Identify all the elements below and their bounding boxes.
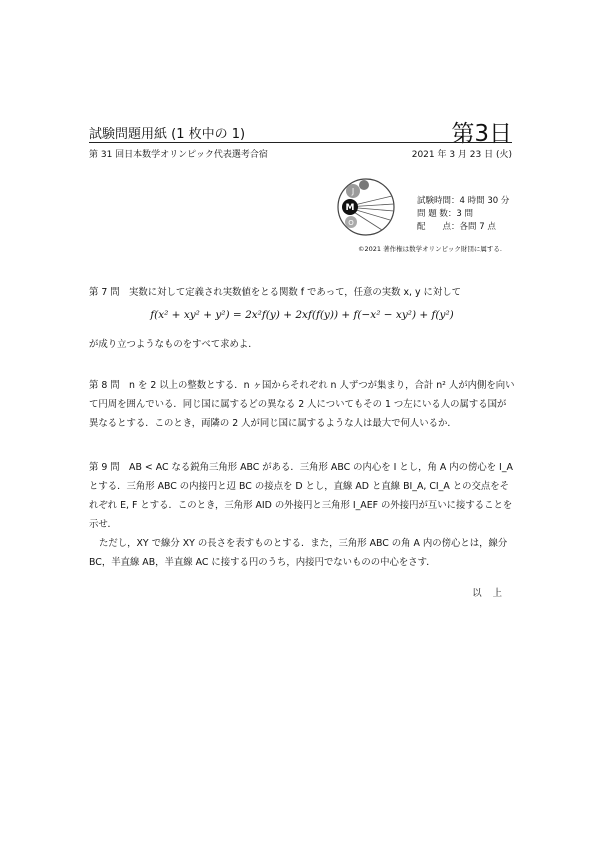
problem-9: 第 9 問 AB < AC なる鋭角三角形 ABC がある．三角形 ABC の内心を I とし，角 A 内の傍心を I_A とする．三角形 ABC の内接円と辺 BC の接点を D とし，直線 AD と直線 BI_A, CI_A との交点をそれぞれ E, F とする．このとき，三角形 AID の外接円と三角形 I_AEF の外接円が互いに接することを示せ． [89,462,513,530]
header-rule [89,142,512,143]
exam-time: 試験時間：4 時間 30 分 [417,196,510,206]
jmo-logo-icon [334,176,414,238]
problem-count: 問 題 数：3 問 [417,209,474,219]
logo-letter: O [348,219,354,227]
exam-date: 2021 年 3 月 23 日 (火) [411,150,512,160]
problem-7-outro: が成り立つようなものをすべて求めよ． [89,339,258,350]
points: 配 点：各問 7 点 [417,222,496,232]
problem-7-formula: f(x² + xy² + y²) = 2x²f(y) + 2xf(f(y)) + f(−x² − xy²) + f(y²) [150,309,454,321]
problem-8: 第 8 問 n を 2 以上の整数とする．n ヶ国からそれぞれ n 人ずつが集まり，合計 n² 人が内側を向いて円周を囲んでいる．同じ国に属するどの異なる 2 人についてもその 1 つ左にいる人の属する国が異なるとする．このとき，両隣の 2 人が同じ国に属するような人は最大で何人いるか． [89,380,515,429]
logo-letter: M [345,203,355,213]
event-name: 第 31 回日本数学オリンピック代表選考合宿 [89,150,268,160]
sheet-title: 試験問題用紙 (1 枚中の 1) [89,127,246,142]
problem-9-note: ただし，XY で線分 XY の長さを表すものとする．また，三角形 ABC の角 A 内の傍心とは，線分 BC，半直線 AB，半直線 AC に接する円のうち，内接円でないものの中心をさす． [89,538,508,568]
closing-mark: 以 上 [472,588,506,599]
problem-7-intro: 第 7 問 実数に対して定義され実数値をとる関数 f であって，任意の実数 x, y に対して [89,287,462,298]
logo-letter: J [351,187,355,196]
copyright: ©2021 著作権は数学オリンピック財団に属する. [358,245,502,253]
exam-info [417,195,509,234]
day-label: 第3日 [451,121,512,147]
